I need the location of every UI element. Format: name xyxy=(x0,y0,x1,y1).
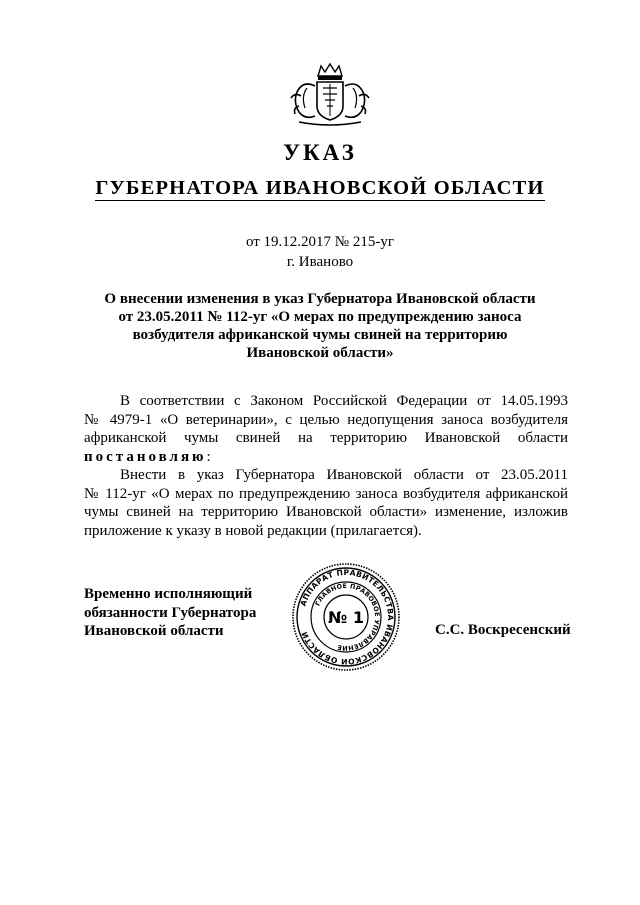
subject-line: от 23.05.2011 № 112-уг «О мерах по предупреждению заноса xyxy=(118,309,522,325)
issuing-authority xyxy=(0,177,640,200)
decree-body xyxy=(84,392,568,540)
issue-city: г. Иваново xyxy=(286,254,354,270)
decree-date-number: от 19.12.2017 № 215-уг xyxy=(245,234,395,250)
stamp-outer-text: АППАРАТ ПРАВИТЕЛЬСТВА ИВАНОВСКОЙ ОБЛАСТИ xyxy=(298,567,396,667)
stamp-inner-text: ГЛАВНОЕ ПРАВОВОЕ УПРАВЛЕНИЕ xyxy=(313,581,382,653)
subject-line: возбудителя африканской чумы свиней на территорию xyxy=(132,327,508,343)
body-line: Внести в указ Губернатора Ивановской области от 23.05.2011 xyxy=(120,467,568,483)
body-line: африканской чумы свиней на территорию Ивановской области xyxy=(84,430,568,446)
stamp-number: № 1 xyxy=(328,608,364,627)
decree-title: УКАЗ xyxy=(283,140,357,165)
decree-operative-line xyxy=(84,448,568,467)
body-line: приложение к указу в новой редакции (прилагается). xyxy=(84,522,422,539)
issuing-authority-text: ГУБЕРНАТОРА ИВАНОВСКОЙ ОБЛАСТИ xyxy=(95,177,545,199)
body-line: чумы свиней на территорию Ивановской области» изменение, изложив xyxy=(84,504,568,520)
decree-operative-colon: : xyxy=(206,448,211,465)
decree-subject xyxy=(100,290,540,362)
subject-line: Ивановской области» xyxy=(246,345,394,361)
body-line: В соответствии с Законом Российской Федерации от 14.05.1993 xyxy=(120,393,568,409)
body-line: № 4979-1 «О ветеринарии», с целью недопущения заноса возбудителя xyxy=(84,411,568,428)
body-line: № 112-уг «О мерах по предупреждению заноса возбудителя африканской xyxy=(84,485,568,502)
decree-operative-word: постановляю xyxy=(84,448,207,465)
signer-position xyxy=(84,585,256,641)
signer-position-line: Ивановской области xyxy=(84,623,224,639)
official-seal-icon xyxy=(291,562,401,672)
signer-name: С.С. Воскресенский xyxy=(435,622,571,638)
signer-position-line: обязанности Губернатора xyxy=(84,604,257,621)
signer-position-line: Временно исполняющий xyxy=(84,586,253,602)
subject-line: О внесении изменения в указ Губернатора Ивановской области xyxy=(104,291,536,307)
coat-of-arms-icon xyxy=(285,62,375,130)
